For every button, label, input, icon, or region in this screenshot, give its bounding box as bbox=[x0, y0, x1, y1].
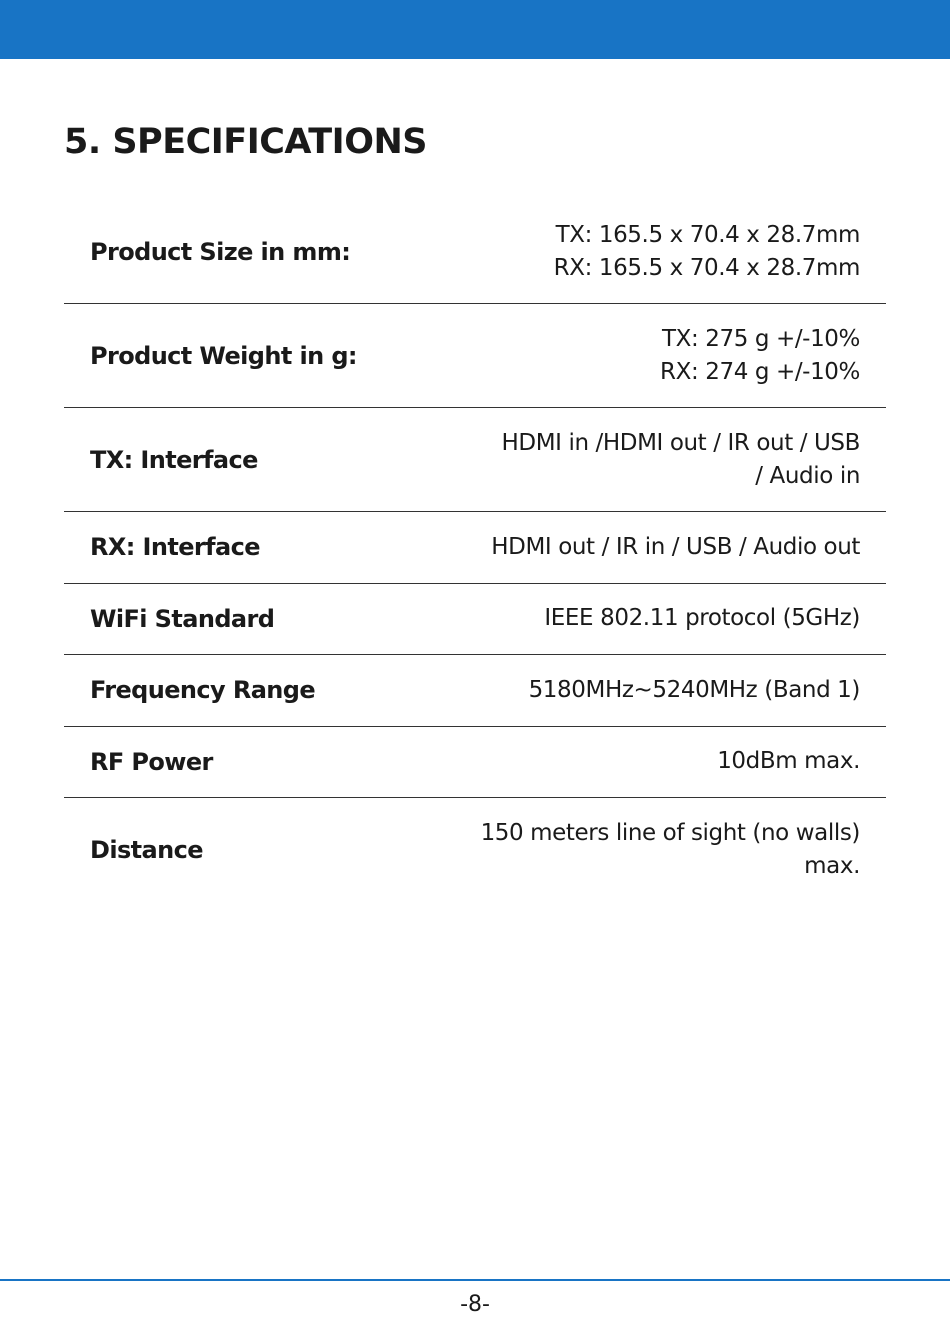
spec-value-line: HDMI in /HDMI out / IR out / USB bbox=[501, 429, 860, 456]
spec-value bbox=[717, 745, 860, 778]
spec-label: Distance bbox=[90, 836, 203, 864]
spec-label: RX: Interface bbox=[90, 533, 260, 562]
spec-row-rx-interface bbox=[64, 512, 886, 584]
footer-divider bbox=[0, 1279, 950, 1281]
spec-label: RF Power bbox=[90, 747, 213, 776]
spec-row-wifi-standard bbox=[64, 584, 886, 656]
spec-value bbox=[554, 219, 860, 285]
page-number: -8- bbox=[460, 1292, 490, 1317]
spec-value bbox=[660, 323, 860, 389]
spec-row-tx-interface bbox=[64, 408, 886, 512]
spec-value bbox=[502, 427, 860, 493]
spec-value-line: RX: 274 g +/-10% bbox=[660, 358, 860, 385]
spec-value-line: TX: 275 g +/-10% bbox=[661, 325, 860, 352]
spec-value bbox=[491, 531, 860, 564]
specifications-table bbox=[64, 200, 886, 902]
spec-value-line: HDMI out / IR in / USB / Audio out bbox=[491, 533, 860, 560]
spec-value-line: 5180MHz~5240MHz (Band 1) bbox=[528, 676, 860, 703]
spec-row-product-size bbox=[64, 200, 886, 304]
spec-value bbox=[481, 817, 860, 883]
spec-value-line: max. bbox=[804, 853, 860, 879]
spec-value bbox=[529, 674, 860, 707]
spec-label: Product Size in mm: bbox=[90, 237, 351, 266]
spec-row-distance bbox=[64, 798, 886, 902]
spec-label: WiFi Standard bbox=[90, 604, 275, 633]
spec-value bbox=[544, 602, 860, 635]
spec-label: TX: Interface bbox=[90, 445, 258, 474]
spec-label: Frequency Range bbox=[90, 676, 316, 705]
spec-value-line: / Audio in bbox=[755, 462, 860, 489]
spec-value-line: 150 meters line of sight (no walls) bbox=[480, 820, 860, 846]
spec-value-line: IEEE 802.11 protocol (5GHz) bbox=[544, 605, 860, 632]
section-title: 5. SPECIFICATIONS bbox=[64, 122, 427, 162]
spec-label: Product Weight in g: bbox=[90, 341, 357, 370]
spec-row-product-weight bbox=[64, 304, 886, 408]
spec-value-line: TX: 165.5 x 70.4 x 28.7mm bbox=[555, 221, 860, 248]
header-bar bbox=[0, 0, 950, 59]
spec-value-line: 10dBm max. bbox=[717, 748, 860, 775]
spec-row-rf-power bbox=[64, 727, 886, 799]
spec-row-frequency-range bbox=[64, 655, 886, 727]
spec-value-line: RX: 165.5 x 70.4 x 28.7mm bbox=[553, 254, 860, 281]
